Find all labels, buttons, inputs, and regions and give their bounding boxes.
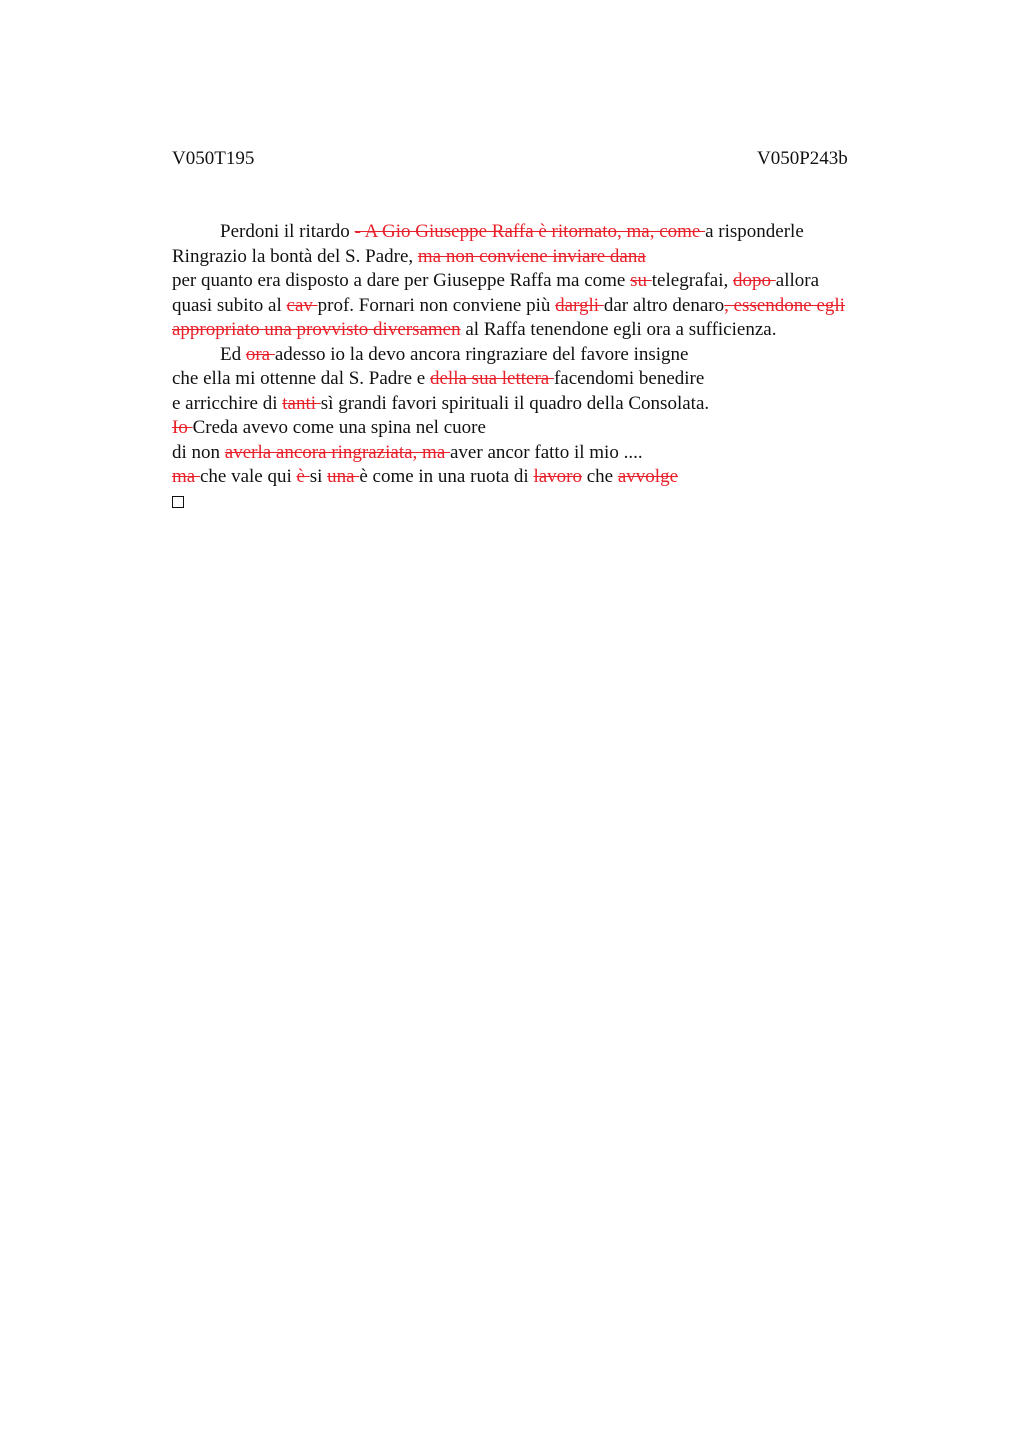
text-segment: si: [309, 466, 328, 487]
deleted-text: dopo: [733, 270, 776, 291]
text-segment: che ella mi ottenne dal S. Padre e: [172, 368, 430, 389]
text-line: [172, 416, 932, 441]
deleted-text: una: [327, 466, 360, 487]
text-segment: per quanto era disposto a dare per Giuseppe Raffa ma come: [172, 270, 631, 291]
text-line: [172, 269, 932, 294]
deleted-text: , essendone egli: [724, 294, 845, 316]
deleted-text: ma: [172, 466, 200, 487]
deleted-text: appropriato una provvisto diversamen: [172, 319, 461, 340]
text-segment: Ringrazio la bontà del S. Padre,: [172, 245, 418, 267]
text-line: [172, 392, 932, 417]
text-segment: Ed: [220, 343, 246, 365]
text-segment: telegrafai,: [651, 270, 734, 291]
text-segment: e arricchire di: [172, 392, 283, 414]
text-segment: a risponderle: [705, 221, 804, 242]
text-line: [172, 318, 932, 343]
text-line: [172, 245, 932, 270]
text-segment: Perdoni il ritardo: [220, 221, 355, 242]
empty-square-icon: [172, 496, 184, 508]
transcription-body: [172, 220, 932, 514]
deleted-text: su: [630, 270, 652, 291]
text-segment: di non: [172, 441, 225, 463]
deleted-text: averla ancora ringraziata, ma: [224, 441, 450, 463]
text-segment: Creda avevo come una spina nel cuore: [192, 417, 486, 438]
document-code-left: V050T195: [172, 148, 255, 169]
text-line: [172, 343, 932, 368]
text-segment: che vale qui: [199, 466, 297, 487]
text-segment: allora: [775, 270, 820, 291]
text-line: [172, 441, 932, 466]
deleted-text: dargli: [555, 294, 604, 316]
text-segment: è come in una ruota di: [359, 466, 534, 487]
text-segment: facendomi benedire: [553, 368, 705, 389]
text-segment: al Raffa tenendone egli ora a sufficienza.: [460, 319, 777, 340]
deleted-text: ma non conviene inviare dana: [417, 245, 646, 267]
text-line: [172, 220, 932, 245]
deleted-text: Io: [172, 417, 193, 438]
text-line: [172, 367, 932, 392]
deleted-text: lavoro: [533, 466, 582, 487]
end-line: [172, 490, 932, 515]
deleted-text: della sua lettera: [430, 368, 554, 389]
text-segment: prof. Fornari non conviene più: [317, 294, 556, 316]
deleted-text: è: [296, 466, 310, 487]
text-segment: che: [581, 466, 618, 487]
deleted-text: ora: [245, 343, 275, 365]
document-code-right: V050P243b: [757, 148, 848, 169]
deleted-text: cav: [286, 294, 318, 316]
text-segment: sì grandi favori spirituali il quadro della Consolata.: [320, 392, 710, 414]
text-line: [172, 465, 932, 490]
text-segment: dar altro denaro: [603, 294, 725, 316]
deleted-text: tanti: [282, 392, 321, 414]
text-line: [172, 294, 932, 319]
text-segment: quasi subito al: [172, 294, 287, 316]
text-segment: aver ancor fatto il mio ....: [450, 441, 643, 463]
deleted-text: - A Gio Giuseppe Raffa è ritornato, ma, come: [354, 221, 706, 242]
deleted-text: avvolge: [617, 466, 679, 487]
text-segment: adesso io la devo ancora ringraziare del favore insigne: [274, 343, 689, 365]
